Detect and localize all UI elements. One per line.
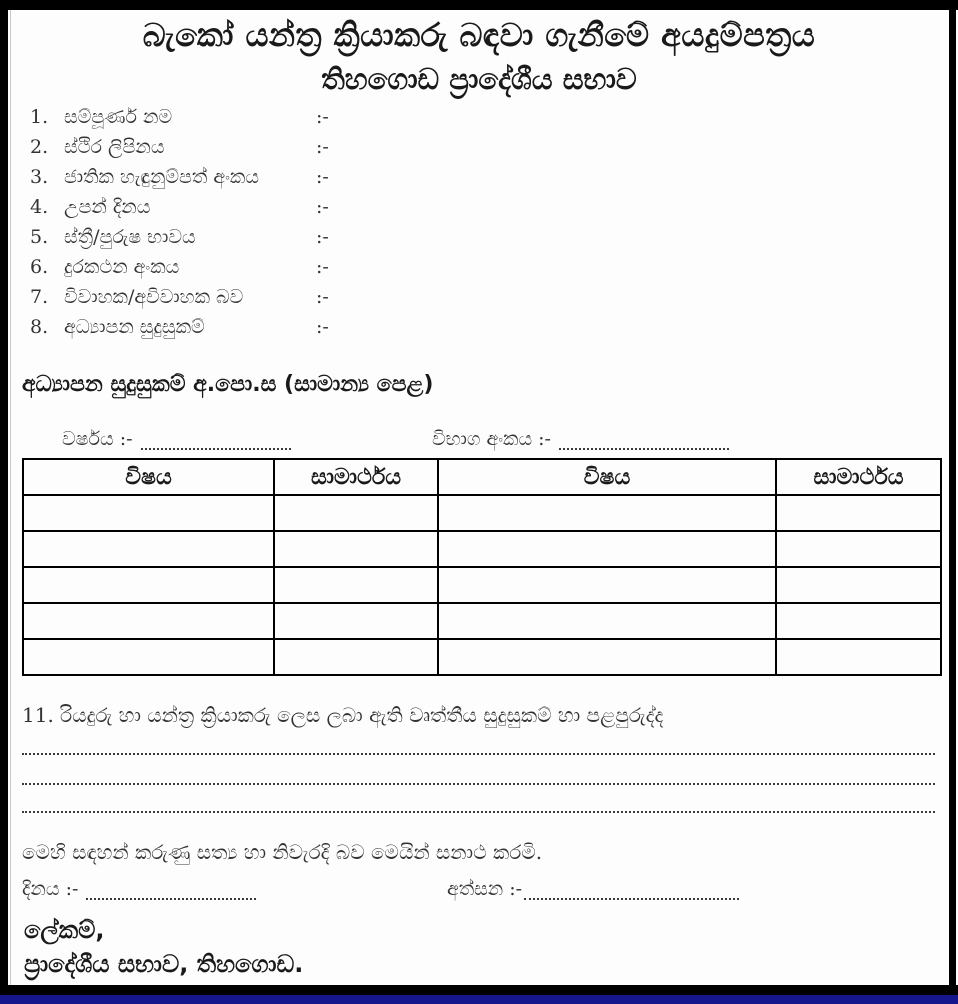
field-label: දුරකථන අංකය (64, 256, 180, 278)
table-row (23, 603, 941, 639)
answer-line-1 (22, 753, 935, 755)
experience-item-label: රියදුරු හා යන්ත්‍ර ක්‍රියාකරු ලෙස ලබා ඇති වෘත්තීය සුදුසුකම් හා පළපුරුද්ද (60, 703, 664, 727)
field-label: ස්ත්‍රී/පුරුෂ භාවය (64, 226, 196, 248)
table-body (23, 495, 941, 675)
date-blank (86, 882, 256, 900)
date-signature-row (22, 878, 935, 908)
field-number: 8. (30, 316, 49, 338)
table-cell (438, 603, 776, 639)
field-number: 6. (30, 256, 49, 278)
table-cell (274, 495, 438, 531)
field-number: 3. (30, 166, 49, 188)
table-cell (23, 567, 274, 603)
field-label: සම්පූර්ණ නම (64, 106, 173, 128)
form-title: බැකෝ යන්ත්‍ර ක්‍රියාකරු බඳවා ගැනීමේ අයදුම්පත්‍රය (142, 16, 816, 54)
exam-year-field (62, 428, 291, 450)
date-label: දිනය :- (22, 878, 79, 900)
field-label: ජාතික හැඳුනුම්පත් අංකය (64, 166, 259, 188)
table-row (23, 531, 941, 567)
field-permanent-address (30, 132, 590, 162)
column-header-grade-2: සාමාර්ථය (776, 459, 941, 495)
answer-line-3 (22, 811, 935, 813)
scan-border-right (949, 0, 956, 995)
field-colon: :- (316, 226, 329, 248)
signature-label: අත්සන :- (447, 878, 523, 900)
experience-question (22, 703, 935, 727)
table-row (23, 639, 941, 675)
field-colon: :- (316, 106, 329, 128)
exam-index-blank (559, 432, 729, 450)
field-number: 1. (30, 106, 49, 128)
exam-index-field (432, 428, 729, 450)
field-label: ස්ථිර ලිපිනය (64, 136, 165, 158)
table-cell (776, 567, 941, 603)
scan-border-bottom (0, 985, 958, 995)
table-cell (23, 531, 274, 567)
table-cell (274, 531, 438, 567)
field-number: 4. (30, 196, 49, 218)
field-nic-number (30, 162, 590, 192)
table-cell (438, 495, 776, 531)
table-cell (776, 603, 941, 639)
bottom-blue-stripe (0, 995, 958, 1004)
scan-inner-edge (10, 10, 11, 985)
exam-year-label: වර්ෂය :- (62, 428, 133, 450)
scan-border-top (0, 0, 958, 10)
education-section-heading: අධ්‍යාපන සුදුසුකම් අ.පො.ස (සාමාන්‍ය පෙළ) (22, 372, 434, 397)
table-cell (776, 531, 941, 567)
table-cell (23, 603, 274, 639)
table-cell (23, 495, 274, 531)
field-number: 2. (30, 136, 49, 158)
table-cell (438, 639, 776, 675)
field-marital-status (30, 282, 590, 312)
exam-year-blank (141, 432, 291, 450)
column-header-grade-1: සාමාර්ථය (274, 459, 438, 495)
field-colon: :- (316, 166, 329, 188)
field-colon: :- (316, 196, 329, 218)
field-number: 7. (30, 286, 49, 308)
table-cell (776, 495, 941, 531)
ol-results-table (22, 458, 942, 676)
table-cell (438, 567, 776, 603)
column-header-subject-2: විෂය (438, 459, 776, 495)
form-subtitle: තිහගොඩ ප්‍රාදේශීය සභාව (321, 62, 637, 96)
footer-council-name: ප්‍රාදේශීය සභාව, තිහගොඩ. (24, 950, 304, 978)
signature-blank (524, 882, 739, 900)
field-gender (30, 222, 590, 252)
table-cell (274, 603, 438, 639)
personal-fields-list (30, 102, 590, 342)
field-label: විවාහක/අවිවාහක බව (64, 286, 244, 308)
table-cell (438, 531, 776, 567)
table-cell (776, 639, 941, 675)
footer-secretary: ලේකම්, (24, 916, 105, 944)
field-date-of-birth (30, 192, 590, 222)
field-colon: :- (316, 286, 329, 308)
scan-border-left (0, 0, 8, 995)
table-cell (274, 567, 438, 603)
field-colon: :- (316, 256, 329, 278)
answer-line-2 (22, 783, 935, 785)
declaration-text: මෙහි සඳහන් කරුණු සත්‍ය හා නිවැරදි බව මෙයින් සනාථ කරමි. (22, 840, 543, 864)
signature-field (447, 878, 739, 900)
field-full-name (30, 102, 590, 132)
field-colon: :- (316, 316, 329, 338)
experience-item-number: 11. (22, 703, 54, 727)
field-education-qualifications (30, 312, 590, 342)
table-cell (274, 639, 438, 675)
field-telephone-number (30, 252, 590, 282)
field-colon: :- (316, 136, 329, 158)
exam-year-index-row (22, 428, 935, 458)
exam-index-label: විභාග අංකය :- (432, 428, 551, 450)
table-header-row (23, 459, 941, 495)
table-row (23, 495, 941, 531)
field-label: උපන් දිනය (64, 196, 151, 218)
date-field (22, 878, 256, 900)
table-row (23, 567, 941, 603)
field-label: අධ්‍යාපන සුදුසුකම් (64, 316, 205, 338)
column-header-subject-1: විෂය (23, 459, 274, 495)
field-number: 5. (30, 226, 49, 248)
table-cell (23, 639, 274, 675)
